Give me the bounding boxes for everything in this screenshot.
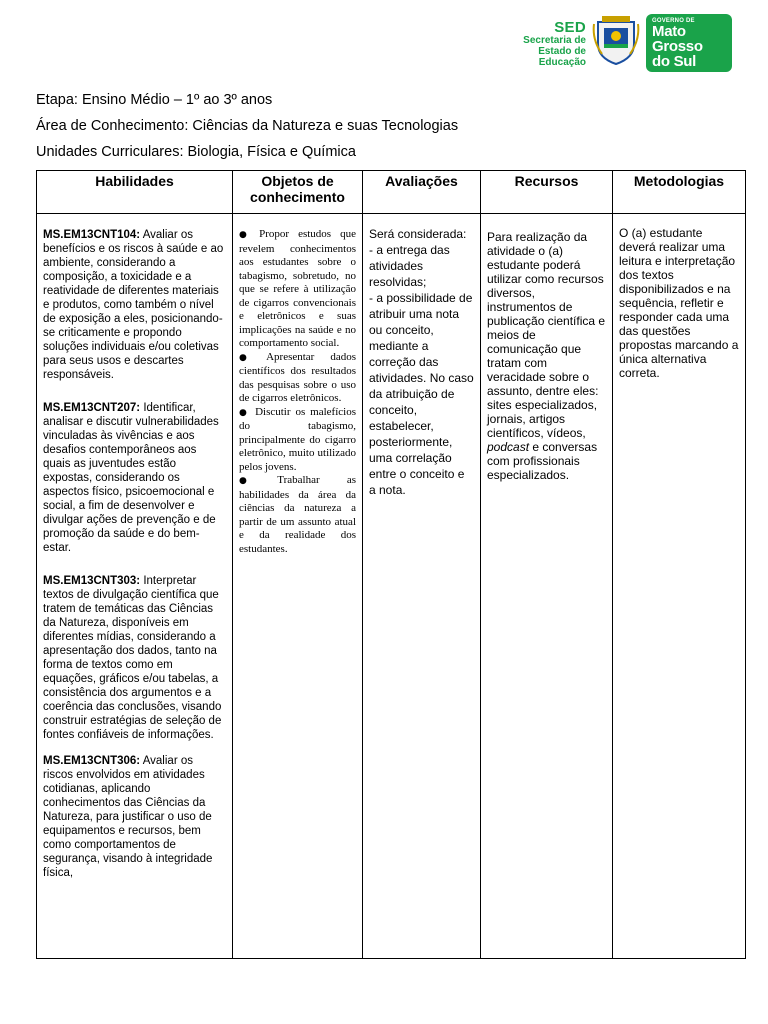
metodologias-cell xyxy=(613,214,746,959)
objetos-cell xyxy=(233,214,363,959)
habilidade-code: MS.EM13CNT306: xyxy=(43,755,141,767)
government-line-1: Mato xyxy=(652,23,686,40)
table-header-row xyxy=(37,171,746,214)
objeto-item xyxy=(239,228,356,351)
habilidade-item xyxy=(43,574,226,742)
habilidade-item xyxy=(43,754,226,880)
avaliacoes-cell xyxy=(363,214,481,959)
coat-of-arms-icon xyxy=(592,14,640,66)
table-content-row xyxy=(37,214,746,959)
header-logos xyxy=(523,14,732,72)
bullet-icon: ● xyxy=(239,476,272,486)
objeto-item xyxy=(239,351,356,406)
area-line: Área de Conhecimento: Ciências da Natureza e suas Tecnologias xyxy=(36,118,459,134)
habilidade-text: Avaliar os riscos envolvidos em atividades cotidianas, aplicando conhecimentos das Ciências da Natureza, para justificar o uso de equipamentos e recursos, bem como comportamentos de segurança, visando à integridade física, xyxy=(43,755,213,879)
unidades-line: Unidades Curriculares: Biologia, Física e Química xyxy=(36,144,356,160)
government-label: GOVERNO DE xyxy=(652,18,695,24)
habilidade-code: MS.EM13CNT104: xyxy=(43,229,141,241)
objeto-item xyxy=(239,474,356,556)
header-recursos: Recursos xyxy=(481,171,613,214)
government-line-3: do Sul xyxy=(652,53,697,70)
objeto-item xyxy=(239,406,356,475)
header-objetos: Objetos de conhecimento xyxy=(233,171,363,214)
curriculum-table xyxy=(36,170,746,959)
habilidade-item xyxy=(43,401,226,555)
sed-line-3: Educação xyxy=(538,57,586,68)
etapa-line: Etapa: Ensino Médio – 1º ao 3º anos xyxy=(36,92,273,108)
habilidade-code: MS.EM13CNT303: xyxy=(43,575,141,587)
bullet-icon: ● xyxy=(239,352,261,363)
avaliacoes-text: Será considerada: - a entrega das atividades resolvidas; - a possibilidade de atribuir uma nota ou conceito, mediante a correção das atividades. No caso da atribuição de conceito, estabelecer, posteriormente, uma correlação entre o conceito e a nota. xyxy=(369,227,474,497)
header-habilidades: Habilidades xyxy=(37,171,233,214)
objeto-text: Apresentar dados científicos dos resultados das pesquisas sobre o uso de cigarros eletrônicos. xyxy=(239,350,356,404)
habilidade-code: MS.EM13CNT207: xyxy=(43,402,141,414)
header-avaliacoes: Avaliações xyxy=(363,171,481,214)
habilidade-text: Interpretar textos de divulgação científica que tratem de temáticas das Ciências da Natureza, disponíveis em diferentes mídias, considerando a apresentação dos dados, tanto na forma de textos como em equações, gráficos e/ou tabelas, a consistência dos argumentos e a coerência das conclusões, visando construir estratégias de seleção de fontes confiáveis de informações. xyxy=(43,575,222,741)
recursos-text-italic: podcast xyxy=(487,440,530,454)
recursos-cell xyxy=(481,214,613,959)
recursos-text-end: e conversas com profissionais especializados. xyxy=(487,440,598,482)
sed-line-2: Estado de xyxy=(538,46,586,57)
header-metodologias: Metodologias xyxy=(613,171,746,214)
sed-line-1: Secretaria de xyxy=(523,35,586,46)
bullet-icon: ● xyxy=(239,230,254,240)
habilidade-text: Avaliar os benefícios e os riscos à saúde e ao ambiente, considerando a composição, a toxicidade e a reatividade de diferentes materiais e produtos, como também o nível de exposição a eles, posicionando-se criticamente e propondo soluções individuais e/ou coletivas para seus usos e descartes responsáveis. xyxy=(43,229,224,381)
objeto-text: Discutir os malefícios do tabagismo, principalmente do cigarro eletrônico, muito utilizado pelos jovens. xyxy=(239,405,356,473)
habilidades-cell xyxy=(37,214,233,959)
government-line-2: Grosso xyxy=(652,38,703,55)
habilidade-item xyxy=(43,228,226,382)
bullet-icon: ● xyxy=(239,407,250,418)
recursos-text-start: Para realização da atividade o (a) estudante poderá utilizar como recursos diversos, instrumentos de publicação científica e meios de comunicação que tratam com veracidade sobre o assunto, dentre eles: sites especializados, jornais, artigos científicos, vídeos, xyxy=(487,230,606,440)
objeto-text: Propor estudos que revelem conhecimentos aos estudantes sobre o tabagismo, sobretudo, no que se refere à utilização de cigarros convencionais e eletrônicos e suas implicações na saúde e no comportamento social. xyxy=(239,228,356,349)
metodologias-text: O (a) estudante deverá realizar uma leitura e interpretação dos textos disponibilizados e na sequência, refletir e responder cada uma das questões propostas marcando a única alternativa correta. xyxy=(619,226,739,380)
objeto-text: Trabalhar as habilidades da área da ciências da natureza a partir de um assunto atual e da realidade dos estudantes. xyxy=(239,474,357,555)
habilidade-text: Identificar, analisar e discutir vulnerabilidades vinculadas às vivências e aos desafios contemporâneos aos quais as juventudes estão expostas, considerando os aspectos físico, psicoemocional e social, a fim de desenvolver e divulgar ações de prevenção e de promoção da saúde e do bem-estar. xyxy=(43,402,219,554)
government-logo xyxy=(646,14,732,72)
recursos-text xyxy=(481,214,612,482)
sed-title: SED xyxy=(554,19,586,36)
sed-logo xyxy=(523,20,586,68)
